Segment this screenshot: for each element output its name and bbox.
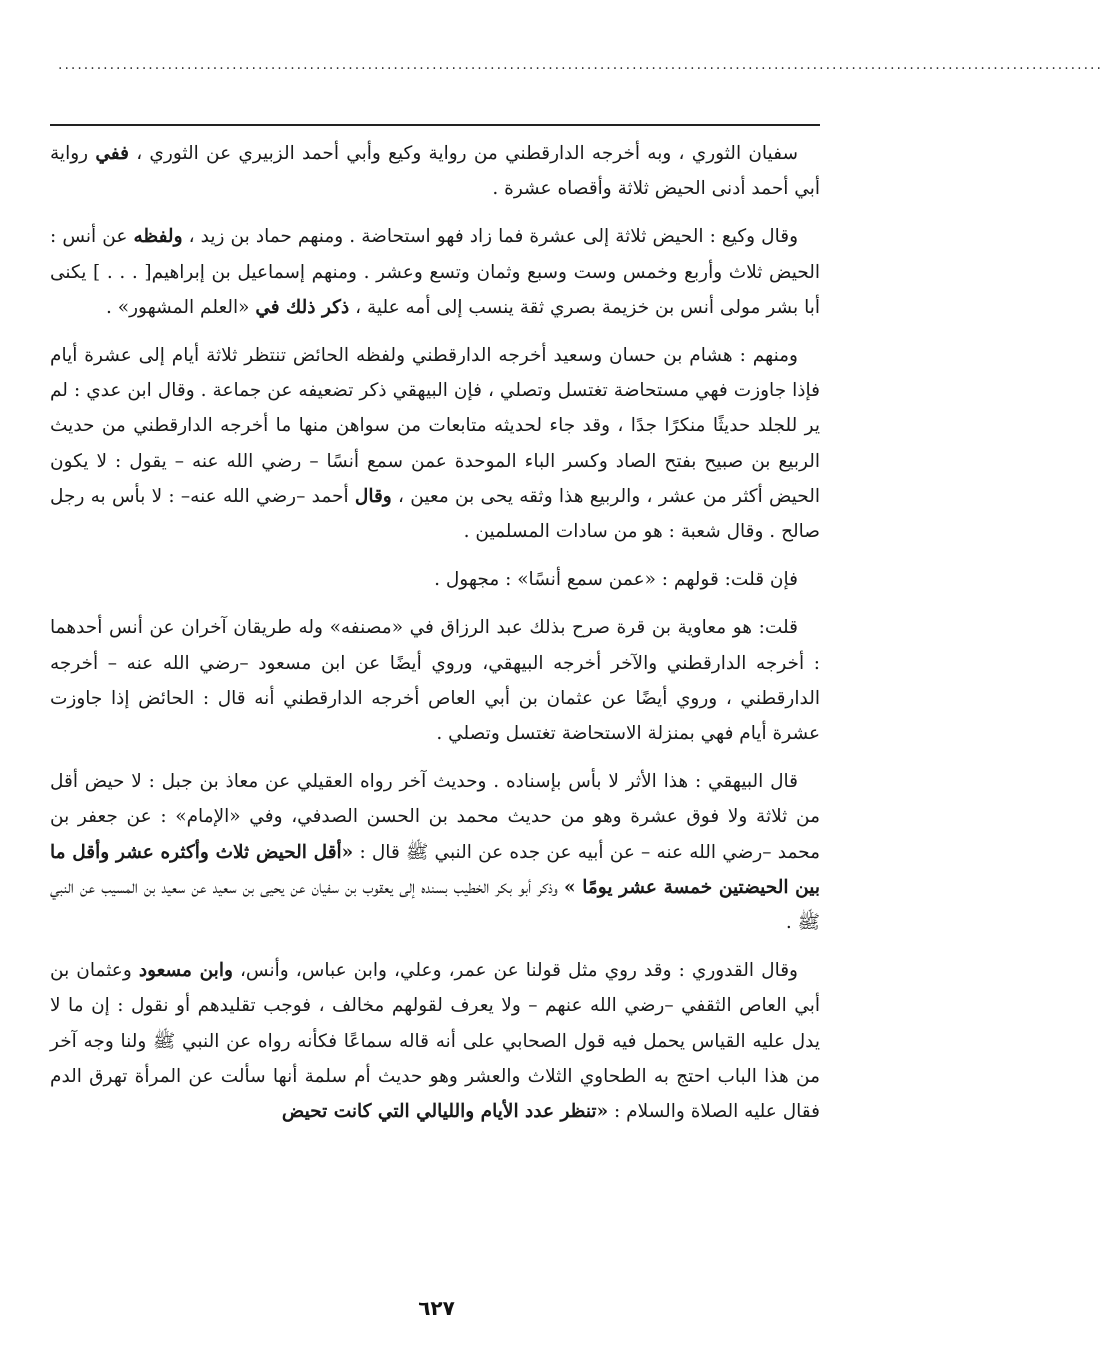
paragraph [50,610,820,751]
text-segment: وقال وكيع : الحيض ثلاثة إلى عشرة فما زاد فهو استحاضة . ومنهم حماد بن زيد ، [182,226,798,248]
bold-text-segment: ولفظه [133,226,183,248]
bold-text-segment: وقال [354,485,392,507]
main-text-block [50,136,820,1142]
footnote-separator-rule [50,124,820,126]
text-segment: وعثمان بن أبي العاص الثقفي –رضي الله عنهم – ولا يعرف لقولهم مخالف ، فوجب تقليدهم أو نقول : إن ما لا يدل عليه القياس يحمل فيه قول الصحابي على أنه قاله سماعًا فكأنه رواه عن النبي ﷺ ولنا وجه آخر من هذا الباب احتج به الطحاوي الثلاث والعشر وهو حديث أم سلمة أنها سألت عن المرأة تهرق الدم فقال عليه الصلاة والسلام : [50,960,820,1123]
text-segment: قال البيهقي : هذا الأثر لا بأس بإسناده . وحديث آخر رواه العقيلي عن معاذ بن جبل : لا حيض أقل من ثلاثة ولا فوق عشرة وهو من حديث محمد بن الحسن الصدفي، وفي «الإمام» : عن جعفر بن محمد –رضي الله عنه – عن أبيه عن جده عن النبي ﷺ قال : [50,771,821,863]
bold-text-segment: «أقل الحيض ثلاث وأكثره عشر وأقل ما بين الحيضتين خمسة عشر يومًا » [50,841,820,898]
text-segment: «العلم المشهور» . [106,296,256,318]
text-segment: عن أنس : الحيض ثلاث وأربع وخمس وست وسبع وثمان وتسع وعشر . ومنهم إسماعيل بن إبراهيم[ . . . ] يكنى أبا بشر مولى أنس بن خزيمة بصري ثقة ينسب إلى أمه علية ، [50,226,820,318]
bold-text-segment: ففي [95,143,129,164]
paragraph [50,562,820,597]
paragraph [50,219,820,325]
paragraph [50,953,820,1129]
page-number: ٦٢٧ [418,1296,455,1320]
text-segment: أحمد –رضي الله عنه– : لا بأس به رجل صالح . وقال شعبة : هو من سادات المسلمين . [50,485,820,543]
bold-text-segment: «تنظر عدد الأيام والليالي التي كانت تحيض [281,1101,609,1123]
paragraph [50,764,820,940]
bold-text-segment: ذكر ذلك في [255,296,350,318]
paragraph [50,136,820,206]
text-segment: فإن قلت: قولهم : «عمن سمع أنسًا» : مجهول . [434,569,798,591]
text-segment: سفيان الثوري ، وبه أخرجه الدارقطني من رواية وكيع وأبي أحمد الزبيري عن الثوري ، [128,143,798,164]
paragraph [50,338,820,549]
text-segment: ومنهم : هشام بن حسان وسعيد أخرجه الدارقطني ولفظه الحائض تنتظر ثلاثة أيام إلى عشرة أيام فإذا جاوزت فهي مستحاضة تغتسل وتصلي ، فإن البيهقي ذكر تضعيفه عن جماعة . وقال ابن عدي : لم ير للجلد حديثًا منكرًا جدًا ، وقد جاء لحديثه متابعات من سواهن منها ما أخرجه الدارقطني من حديث الربيع بن صبيح بفتح الصاد وكسر الباء الموحدة عمن سمع أنسًا – رضي الله عنه – يقول : لا يكون الحيض أكثر من عشر ، والربيع هذا وثقه يحى بن معين ، [50,345,820,507]
text-segment: قلت: هو معاوية بن قرة صرح بذلك عبد الرزاق في «مصنفه» وله طريقان آخران عن أنس أحدهما : أخرجه الدارقطني والآخر أخرجه البيهقي، وروي أيضًا عن ابن مسعود –رضي الله عنه – أخرجه الدارقطني ، وروي أيضًا عن عثمان بن أبي العاص أخرجه الدارقطني أنه قال : الحائض إذا جاوزت عشرة أيام فهي بمنزلة الاستحاضة تغتسل وتصلي . [50,617,820,745]
header-dotted-line: .................................................................................................................................................................. [58,57,1103,73]
text-segment: رواية أبي أحمد أدنى الحيض ثلاثة وأقصاه عشرة . [50,143,820,200]
text-segment: وذكر أبو بكر الخطيب بسنده إلى يعقوب بن سفيان عن يحيى بن سعيد عن سعيد بن المسيب عن النبي ﷺ . [50,876,820,934]
bold-text-segment: وابن مسعود [138,960,233,982]
text-segment: وقال القدوري : وقد روي مثل قولنا عن عمر، وعلي، وابن عباس، وأنس، [232,960,798,982]
